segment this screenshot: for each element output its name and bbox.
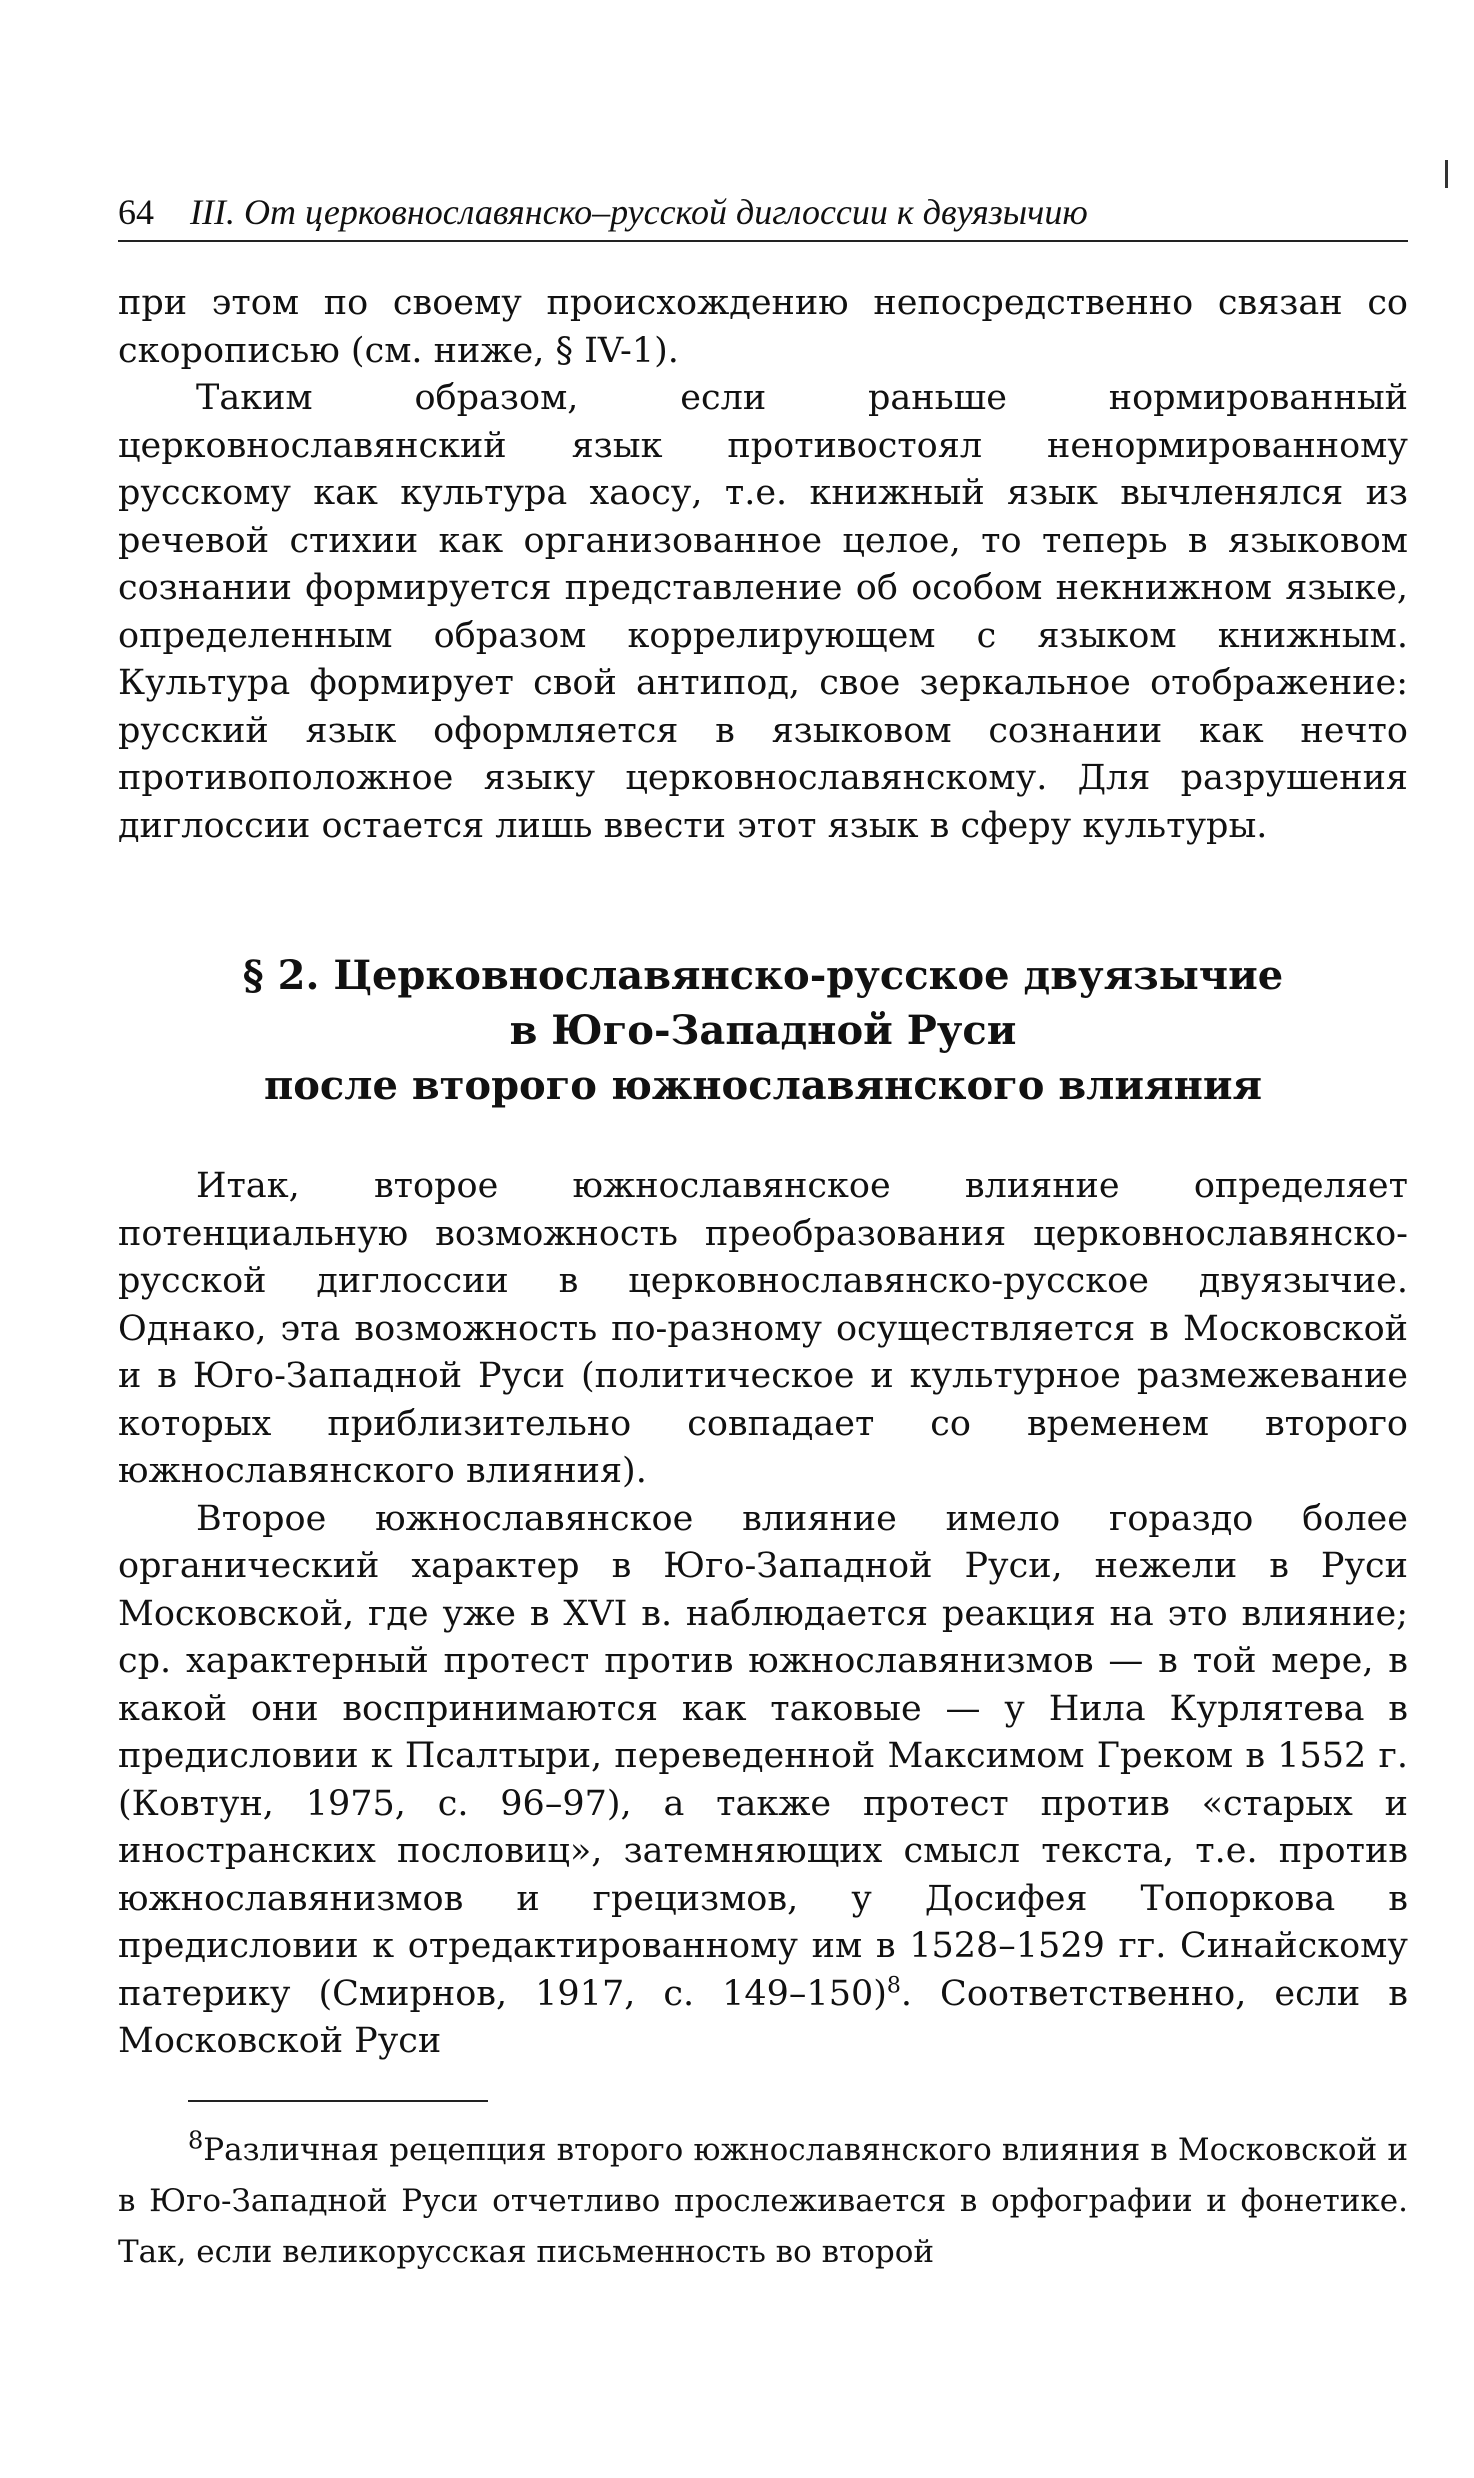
section-heading-line: в Юго-Западной Руси — [509, 1007, 1017, 1054]
footnote-marker: 8 — [188, 2126, 204, 2155]
paragraph — [118, 1496, 1408, 2066]
page-edge-mark — [1445, 160, 1448, 188]
page-number: 64 — [118, 192, 154, 232]
section-heading — [118, 948, 1408, 1113]
section-heading-line: после второго южнославянского влияния — [263, 1062, 1263, 1109]
section-heading-line: § 2. Церковнославянско-русское двуязычие — [242, 952, 1284, 999]
footnote-text: Различная рецепция второго южнославянского влияния в Московской и в Юго-Западной Руси отчетливо прослеживается в орфографии и фонетике. Так, если великорусская письменность во второй — [118, 2132, 1408, 2270]
footnote-reference: 8 — [886, 1972, 901, 1998]
paragraph-text: Второе южнославянское влияние имело гораздо более органический характер в Юго-Западной Руси, нежели в Руси Московской, где уже в XVI в. наблюдается реакция на это влияние; ср. характерный протест против южнославянизмов — в той мере, в какой они воспринимаются как таковые — у Нила Курлятева в предисловии к Псалтыри, переведенной Максимом Греком в 1552 г. (Ковтун, 1975, с. 96–97), а также протест против «старых и иностранских пословиц», затемняющих смысл текста, т.е. против южнославянизмов и грецизмов, у Досифея Топоркова в предисловии к отредактированному им в 1528–1529 гг. Синайскому патерику (Смирнов, 1917, с. 149–150) — [118, 1498, 1408, 2014]
main-text — [118, 280, 1408, 2066]
running-title: III. От церковнославянско–русской диглоссии к двуязычию — [190, 192, 1088, 232]
footnote-rule — [188, 2100, 488, 2102]
footnote — [118, 2125, 1408, 2278]
paragraph: Итак, второе южнославянское влияние определяет потенциальную возможность преобразования церковнославянско-русской диглоссии в церковнославянско-русское двуязычие. Однако, эта возможность по-разному осуществляется в Московской и в Юго-Западной Руси (политическое и культурное размежевание которых приблизительно совпадает со временем второго южнославянского влияния). — [118, 1166, 1408, 1491]
paragraph: Таким образом, если раньше нормированный церковнославянский язык противостоял ненормированному русскому как культура хаосу, т.е. книжный язык вычленялся из речевой стихии как организованное целое, то теперь в языковом сознании формируется представление об особом некнижном языке, определенным образом коррелирующем с языком книжным. Культура формирует свой антипод, свое зеркальное отображение: русский язык оформляется в языковом сознании как нечто противоположное языку церковнославянскому. Для разрушения диглоссии остается лишь ввести этот язык в сферу культуры. — [118, 378, 1408, 846]
running-header — [118, 190, 1408, 234]
header-rule — [118, 240, 1408, 242]
paragraph-continued: при этом по своему происхождению непосредственно связан со скорописью (см. ниже, § IV-1). — [118, 283, 1408, 371]
paragraph-text-tail: . Соответственно, если в Московской Руси — [118, 1973, 1408, 2061]
